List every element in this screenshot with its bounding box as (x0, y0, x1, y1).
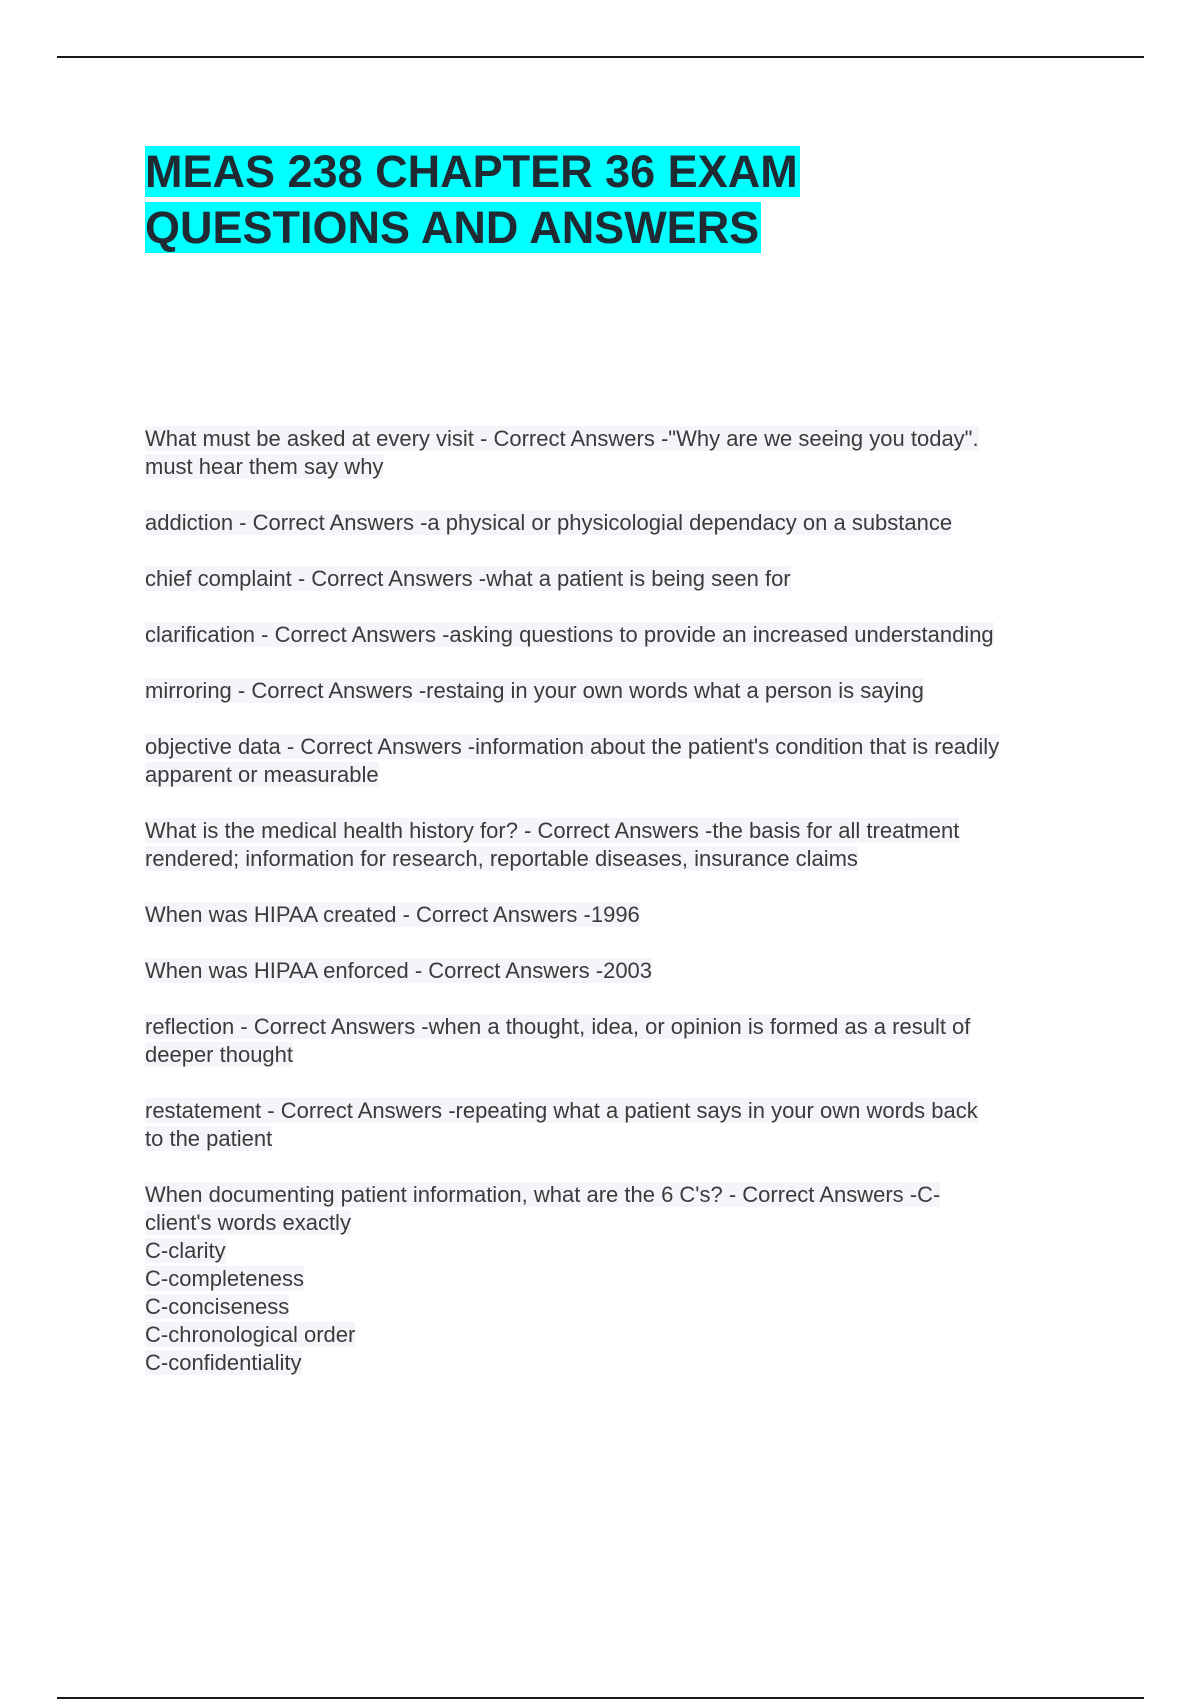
qa-text: When documenting patient information, what are the 6 C's? - Correct Answers -C- client's words exactly C-clarity C-completeness C-conciseness C-chronological order C-confidentiality (145, 1182, 941, 1375)
qa-text: When was HIPAA created - Correct Answers -1996 (145, 902, 640, 927)
qa-text: addiction - Correct Answers -a physical or physicologial dependacy on a substance (145, 510, 953, 535)
qa-item (145, 817, 1095, 873)
qa-text: What is the medical health history for? - Correct Answers -the basis for all treatment rendered; information for research, reportable diseases, insurance claims (145, 818, 960, 871)
title-line-1: MEAS 238 CHAPTER 36 EXAM (145, 146, 798, 197)
qa-item (145, 621, 1095, 649)
qa-text: When was HIPAA enforced - Correct Answers -2003 (145, 958, 653, 983)
qa-text: What must be asked at every visit - Correct Answers -"Why are we seeing you today". must hear them say why (145, 426, 979, 479)
qa-text: chief complaint - Correct Answers -what a patient is being seen for (145, 566, 791, 591)
qa-item (145, 565, 1095, 593)
qa-text: clarification - Correct Answers -asking questions to provide an increased understanding (145, 622, 994, 647)
qa-item (145, 509, 1095, 537)
qa-item (145, 1097, 1095, 1153)
qa-item (145, 677, 1095, 705)
qa-item (145, 957, 1095, 985)
qa-item (145, 1013, 1095, 1069)
qa-text: objective data - Correct Answers -information about the patient's condition that is readily apparent or measurable (145, 734, 1000, 787)
qa-item (145, 733, 1095, 789)
qa-item (145, 1181, 1095, 1377)
qa-text: reflection - Correct Answers -when a thought, idea, or opinion is formed as a result of deeper thought (145, 1014, 971, 1067)
qa-list (145, 425, 1095, 1405)
qa-text: restatement - Correct Answers -repeating what a patient says in your own words back to the patient (145, 1098, 978, 1151)
qa-item (145, 901, 1095, 929)
top-divider (57, 56, 1144, 58)
qa-text: mirroring - Correct Answers -restaing in your own words what a person is saying (145, 678, 924, 703)
bottom-divider (57, 1697, 1144, 1699)
title-line-2: QUESTIONS AND ANSWERS (145, 202, 760, 253)
page-title (145, 144, 1045, 256)
qa-item (145, 425, 1095, 481)
